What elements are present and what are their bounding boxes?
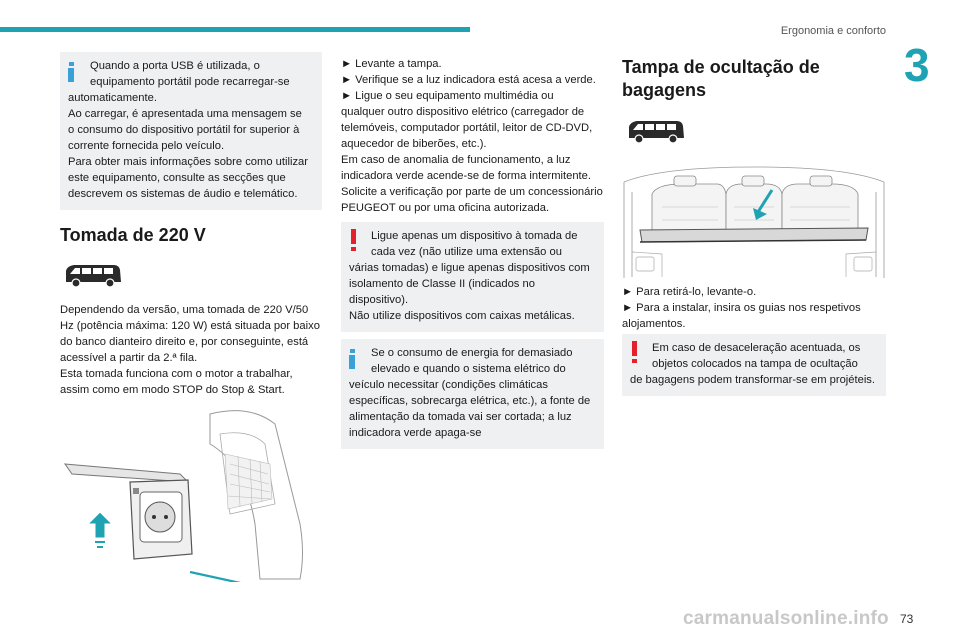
warning-line: cada vez (não utilize uma extensão ou bbox=[371, 246, 562, 258]
luggage-cover-illustration bbox=[622, 162, 886, 278]
body-line: acessível a partir da 2.ª fila. bbox=[60, 352, 198, 364]
info-line: específicas, sobrecarga elétrica, etc.), a fonte de bbox=[349, 395, 591, 407]
warning-box-projectiles bbox=[622, 334, 886, 396]
warning-icon bbox=[632, 341, 638, 363]
info-box-power-cut bbox=[341, 339, 604, 449]
heading-luggage-cover-line2: bagagens bbox=[622, 80, 707, 100]
step-connect-device: ► Ligue o seu equipamento multimédia ou bbox=[341, 90, 554, 102]
body-line: indicadora verde acende-se de forma intermitente. bbox=[341, 170, 591, 182]
chapter-number: 3 bbox=[904, 39, 930, 91]
warning-line: várias tomadas) e ligue apenas dispositivos com bbox=[349, 262, 590, 274]
body-line: PEUGEOT ou por uma oficina autorizada. bbox=[341, 202, 550, 214]
step-install: ► Para a instalar, insira os guias nos respetivos bbox=[622, 302, 861, 314]
body-line: Dependendo da versão, uma tomada de 220 V/50 bbox=[60, 304, 309, 316]
body-line: Hz (potência máxima: 120 W) está situada por baixo bbox=[60, 320, 320, 332]
heading-luggage-cover: Tampa de ocultação de bbox=[622, 57, 820, 77]
info-line: o consumo do dispositivo portátil for superior à bbox=[68, 124, 300, 136]
warning-line: de bagagens podem transformar-se em projéteis. bbox=[630, 374, 876, 386]
info-line: veículo necessitar (condições climáticas bbox=[349, 379, 548, 391]
step-remove: ► Para retirá-lo, levante-o. bbox=[622, 286, 757, 298]
header-accent-bar bbox=[0, 27, 470, 32]
heading-220v: Tomada de 220 V bbox=[60, 225, 206, 245]
info-line: corrente fornecida pelo veículo. bbox=[68, 140, 225, 152]
body-line: aquecedor de biberões, etc.). bbox=[341, 138, 487, 150]
info-line: descrevem os sistemas de áudio e telemático. bbox=[68, 188, 298, 200]
van-icon bbox=[625, 118, 687, 144]
info-line: Ao carregar, é apresentada uma mensagem se bbox=[68, 108, 302, 120]
warning-line: Não utilize dispositivos com caixas metálicas. bbox=[349, 310, 575, 322]
body-line: qualquer outro dispositivo elétrico (carregador de bbox=[341, 106, 585, 118]
page-number: 73 bbox=[900, 612, 914, 626]
info-line: este equipamento, consulte as secções que bbox=[68, 172, 286, 184]
socket-220v-illustration bbox=[60, 404, 322, 582]
body-line: assim como em modo STOP do Stop & Start. bbox=[60, 384, 285, 396]
body-line: Em caso de anomalia de funcionamento, a luz bbox=[341, 154, 571, 166]
warning-line: isolamento de Classe II (indicados no bbox=[349, 278, 535, 290]
info-line: alimentação da tomada vai ser cortada; a luz bbox=[349, 411, 572, 423]
body-line: telemóveis, computador portátil, leitor de CD-DVD, bbox=[341, 122, 593, 134]
warning-line: Em caso de desaceleração acentuada, os bbox=[652, 342, 861, 354]
info-line: automaticamente. bbox=[68, 92, 157, 104]
info-line: equipamento portátil pode recarregar-se bbox=[90, 76, 290, 88]
body-line: Solicite a verificação por parte de um concessionário bbox=[341, 186, 603, 198]
body-line: do banco dianteiro direito e, por conseguinte, está bbox=[60, 336, 309, 348]
step-check-light: ► Verifique se a luz indicadora está acesa a verde. bbox=[341, 74, 596, 86]
info-line: Quando a porta USB é utilizada, o bbox=[90, 60, 260, 72]
info-line: Para obter mais informações sobre como utilizar bbox=[68, 156, 309, 168]
info-line: Se o consumo de energia for demasiado bbox=[371, 347, 573, 359]
body-line: alojamentos. bbox=[622, 318, 686, 330]
watermark: carmanualsonline.info bbox=[683, 608, 889, 629]
info-icon bbox=[349, 349, 356, 369]
warning-icon bbox=[351, 229, 357, 251]
warning-line: objetos colocados na tampa de ocultação bbox=[652, 358, 858, 370]
column-left bbox=[60, 52, 322, 396]
warning-line: dispositivo). bbox=[349, 294, 409, 306]
warning-box-one-device bbox=[341, 222, 604, 332]
info-box-usb bbox=[60, 52, 322, 210]
info-line: indicadora verde apaga-se bbox=[349, 427, 482, 439]
body-line: Esta tomada funciona com o motor a trabalhar, bbox=[60, 368, 293, 380]
info-icon bbox=[68, 62, 75, 82]
section-title: Ergonomia e conforto bbox=[780, 25, 886, 37]
info-line: elevado e quando o sistema elétrico do bbox=[371, 363, 566, 375]
van-icon bbox=[62, 262, 124, 288]
step-lift-cover: ► Levante a tampa. bbox=[341, 58, 442, 70]
warning-line: Ligue apenas um dispositivo à tomada de bbox=[371, 230, 578, 242]
